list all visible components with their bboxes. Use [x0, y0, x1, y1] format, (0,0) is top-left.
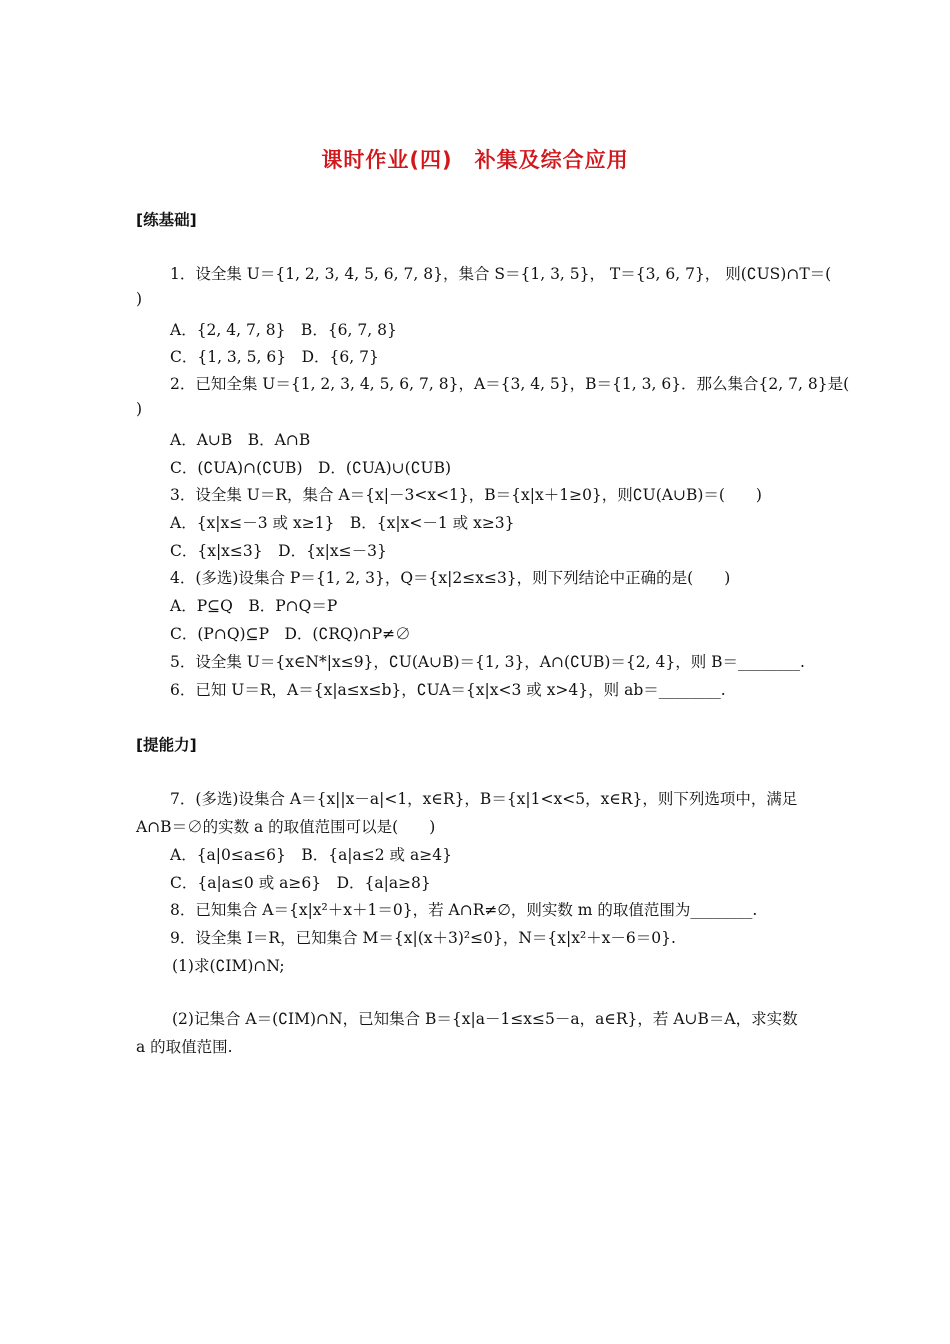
question-9-part-2: (2)记集合 A＝(∁IM)∩N，已知集合 B＝{x|a－1≤x≤5－a，a∈R}，若 A∪B＝A，求实数	[172, 1010, 798, 1028]
question-5: 5．设全集 U＝{x∈N*|x≤9}，∁U(A∪B)＝{1, 3}，A∩(∁UB)＝{2, 4}，则 B＝________.	[170, 653, 805, 671]
question-2: 2．已知全集 U＝{1, 2, 3, 4, 5, 6, 7, 8}，A＝{3, 4, 5}，B＝{1, 3, 6}．那么集合{2, 7, 8}是(	[170, 375, 850, 393]
question-1-options-ab: A．{2, 4, 7, 8} B．{6, 7, 8}	[170, 321, 397, 339]
question-4-options-ab: A．P⊆Q B．P∩Q＝P	[170, 597, 338, 615]
question-4-options-cd: C．(P∩Q)⊆P D．(∁RQ)∩P≠∅	[170, 625, 411, 643]
question-1-options-cd: C．{1, 3, 5, 6} D．{6, 7}	[170, 348, 379, 366]
question-3-options-cd: C．{x|x≤3} D．{x|x≤－3}	[170, 542, 387, 560]
section-heading-basic: [练基础]	[136, 211, 197, 229]
question-7: 7．(多选)设集合 A＝{x||x－a|<1，x∈R}，B＝{x|1<x<5，x∈R}，则下列选项中，满足	[170, 790, 798, 808]
question-8: 8．已知集合 A＝{x|x²＋x＋1＝0}，若 A∩R≠∅，则实数 m 的取值范围为________.	[170, 901, 758, 919]
question-9: 9．设全集 I＝R，已知集合 M＝{x|(x＋3)²≤0}，N＝{x|x²＋x－6＝0}.	[170, 929, 676, 947]
question-6: 6．已知 U＝R，A＝{x|a≤x≤b}，∁UA＝{x|x<3 或 x>4}，则 ab＝________.	[170, 681, 726, 699]
question-2-options-cd: C．(∁UA)∩(∁UB) D．(∁UA)∪(∁UB)	[170, 459, 452, 477]
question-7-options-cd: C．{a|a≤0 或 a≥6} D．{a|a≥8}	[170, 874, 431, 892]
question-3-options-ab: A．{x|x≤－3 或 x≥1} B．{x|x<－1 或 x≥3}	[170, 514, 515, 532]
section-heading-advanced: [提能力]	[136, 736, 197, 754]
question-1-continued: )	[136, 290, 143, 308]
question-2-options-ab: A．A∪B B．A∩B	[170, 431, 311, 449]
question-7-continued: A∩B＝∅的实数 a 的取值范围可以是( )	[136, 818, 436, 836]
question-4: 4．(多选)设集合 P＝{1, 2, 3}，Q＝{x|2≤x≤3}，则下列结论中正确的是( )	[170, 569, 731, 587]
question-1: 1．设全集 U＝{1, 2, 3, 4, 5, 6, 7, 8}，集合 S＝{1, 3, 5}， T＝{3, 6, 7}， 则(∁US)∩T＝(	[170, 265, 832, 283]
question-9-part-2-continued: a 的取值范围.	[136, 1038, 233, 1056]
question-7-options-ab: A．{a|0≤a≤6} B．{a|a≤2 或 a≥4}	[170, 846, 452, 864]
question-2-continued: )	[136, 400, 143, 418]
question-3: 3．设全集 U＝R，集合 A＝{x|－3<x<1}，B＝{x|x＋1≥0}，则∁U(A∪B)＝( )	[170, 486, 762, 504]
page-title: 课时作业(四) 补集及综合应用	[321, 148, 629, 172]
question-9-part-1: (1)求(∁IM)∩N;	[172, 957, 285, 975]
